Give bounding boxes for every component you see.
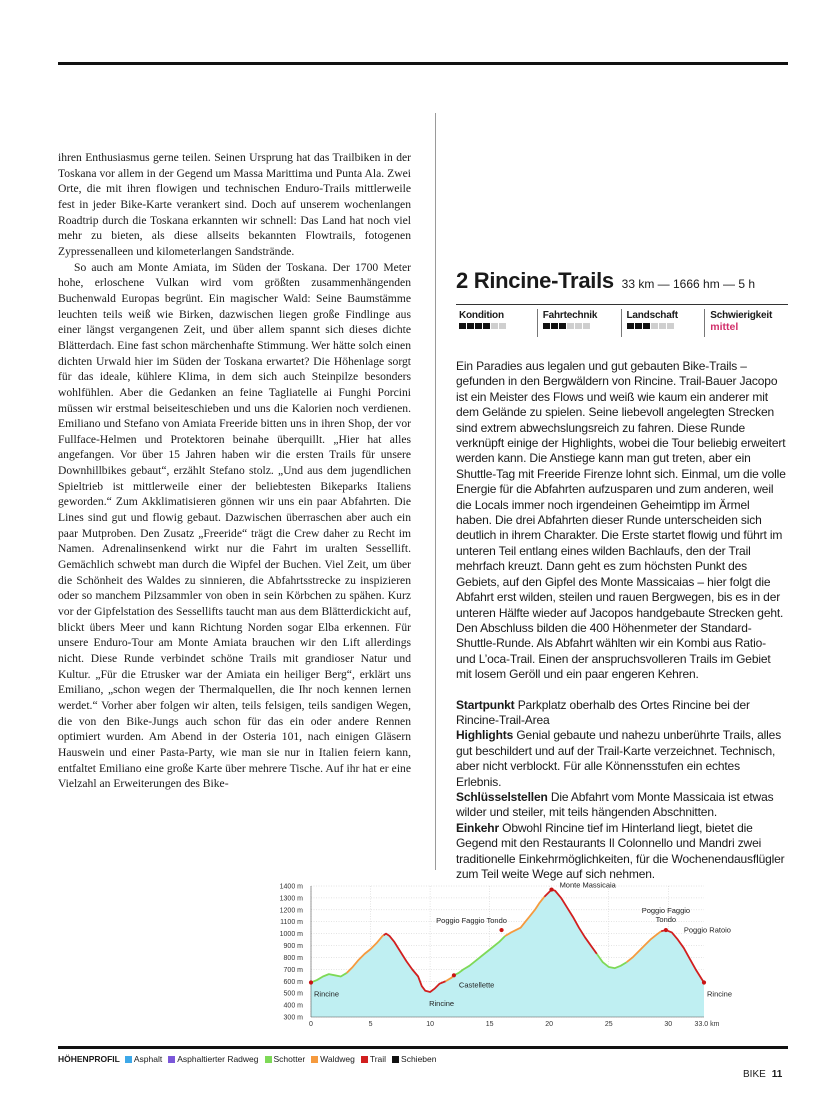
legend-title: HÖHENPROFIL [58,1054,120,1064]
fact-text: Parkplatz oberhalb des Ortes Rincine bei der Rincine-Trail-Area [456,697,750,727]
rating-fahrtechnik [537,309,621,337]
tour-description-text: Ein Paradies aus legalen und gut gebauten Bike-Trails – gefunden in den Bergwäldern von Rincine. Trail-Bauer Jacopo ist ein Meister des Flows und weiß wie kaum ein anderer mit dem Gelände zu spielen. Seine liebevoll angelegten Strecken sind extrem abwechslungsreich zu fahren. Diese Runde verknüpft einige der Highlights, wobei die Tour beliebig erweitert werden kann. Die Anstiege kann man gut treten, aber ein Shuttle-Tag mit Freeride Firenze lohnt sich. Einmal, um die volle Energie für die Abfahrten aufzusparen und zum anderen, weil die Locals immer noch irgendeinen Geheimtipp im Ärmel haben. Die drei Abfahrten dieser Runde unterscheiden sich deutlich in ihrem Charakter. Die Erste startet flowig und führt im unteren Teil entlang eines wilden Bachlaufs, den der Trail mehrfach kreuzt. Dann geht es zum höchsten Punkt des Gebiets, auf den Gipfel des Monte Massicaias – hier folgt die Abfahrt erst wilden, steilen und rauen Bergwegen, bis es in der unteren Hälfte wieder auf Jacopos handgebaute Strecken geht. Den Abschluss bilden die 400 Höhenmeter der Standard-Shuttle-Runde. Als Abfahrt wählten wir ein Kombi aus Ratio- und L’oca-Trail. Einen der anspruchsvolleren Trails im Gebiet mit losem Geröll und ein paar engeren Kehren. [456,359,786,682]
column-divider [435,113,436,870]
rating-square-empty [491,323,498,329]
waypoint-label: Rincine [429,998,455,1008]
legend-swatch [265,1056,272,1063]
tour-title-rule [456,304,788,305]
rating-square-filled [475,323,482,329]
rating-squares [459,323,537,329]
y-tick-label: 500 m [283,990,303,998]
waypoint-dot [309,980,313,984]
rating-square-empty [667,323,674,329]
difficulty-value: mittel [710,321,739,333]
fact-startpunkt [456,698,788,729]
x-tick-label: 25 [604,1021,613,1028]
waypoint-dot [702,980,706,984]
article-body-column [58,150,411,792]
legend-label: Asphalt [133,1054,163,1064]
tour-description [456,359,788,683]
x-tick-label: 5 [368,1021,373,1028]
y-tick-label: 1000 m [279,931,303,939]
top-rule [58,62,788,65]
y-tick-label: 1300 m [279,895,303,903]
fact-text: Genial gebaute und nahezu unberührte Trails, alles gut beschildert und auf der Trail-Karte verzeichnet. Technisch, aber nicht verblockt. Für alle Könnensstufen ein echtes Erlebnis. [456,728,782,789]
rating-square-filled [483,323,490,329]
fact-label: Startpunkt [456,697,515,712]
fact-label: Schlüsselstellen [456,789,548,804]
article-paragraph: So auch am Monte Amiata, im Süden der Toskana. Der 1700 Meter hohe, erloschene Vulkan wird vom größten zusammenhängenden Buchenwald Europas begrünt. Ein magischer Wald: Seine Baumstämme leuchten teils weiß wie Birken, dazwischen liegen große Findlinge aus einer längst vergangenen Zeit, und über allem spannt sich dieses dichte Blätterdach. Eine fast schon märchenhafte Stimmung. Wer hätte solch einen dichten Urwald hier im Süden der Toskana erwartet? Die Höhenlage sorgt für das ideale, kühlere Klima, in dem sich auch Steinpilze besonders wohlfühlen. Aber die Gedanken an feine Tagliatelle ai Funghi Porcini müssen wir erstmal beiseiteschieben und uns die Kalorien noch verdienen. Emiliano und Stefano von Amiata Freeride bitten uns in ihren Shop, der vor Fullface-Helmen und Protektoren beinahe überquillt. „Hier hat alles angefangen. Vor über 15 Jahren haben wir die ersten Trails für unsere Downhillbikes gebaut“, erzählt Stefano stolz. „Und aus dem jugendlichen Spieltrieb ist mittlerweile einer der beliebtesten Bikeparks Italiens geworden.“ Zum Akklimatisieren gönnen wir uns ein paar Abfahrten. Die Lines sind gut und flowig gebaut. Dazwischen überraschen aber auch ein paar Mutproben. Den Zusatz „Freeride“ trägt die Crew daher zu Recht im Namen. Adrenalinsenkend wirkt nur die Fahrt im uralten Sessellift. Gemächlich schwebt man durch die Wipfel der Buchen. Viel Zeit, um über die Schönheit des Waldes zu sinnieren, die Abfahrtsstrecke zu inspizieren oder so manchem Pilzsammler von oben in sein Körbchen zu spähen. Kurz vor der Gipfelstation des Sessellifts taucht man aus dem Blätterdickicht auf, blickt übers Meer und kann Richtung Norden sogar Elba erkennen. Für unsere Enduro-Tour am Monte Amiata brauchen wir den Lift allerdings nicht. Diese Runde verbindet schöne Trails mit grandioser Natur und Kultur. „Für die Etrusker war der Amiata ein heiliger Berg“, erklärt uns Emiliano, „schon wegen der Thermalquellen, die Ihr noch kennen lernen werdet.“ Vorher aber folgen wir alten, teils felsigen, teils sandigen Wegen, die von den Bike-Jungs auch schon für das ein oder andere Rennen optimiert wurden. Am Abend in der Osteria 101, nach einigen Gläsern Hauswein und einer Pasta-Party, wie man sie nur in Italien feiern kann, entfaltet Emiliano eine große Karte über mehrere Tische. Auf ihr hat er eine Vielzahl an Erweiterungen des Bike- [58,260,411,791]
legend-label: Asphaltierter Radweg [177,1054,259,1064]
y-tick-label: 700 m [283,966,303,974]
elevation-profile-chart [276,880,736,1030]
rating-square-filled [627,323,634,329]
waypoint-label: Rincine [707,989,733,999]
bottom-rule [58,1046,788,1049]
legend-item-radweg [168,1054,258,1064]
rating-square-empty [575,323,582,329]
legend-item-waldweg [311,1054,355,1064]
tour-ratings [456,309,788,337]
y-tick-label: 600 m [283,978,303,986]
legend-label: Schotter [273,1054,306,1064]
rating-square-filled [559,323,566,329]
rating-schwierigkeit [704,309,788,337]
fact-text: Obwohl Rincine tief im Hinterland liegt, bietet die Gegend mit den Restaurants Il Colonnello und Mandri zwei traditionelle Einkehrmöglichkeiten, für die Wochenendausflügler zum Teil weite Wege auf sich nehmen. [456,820,785,881]
x-tick-label: 0 [309,1021,313,1028]
y-tick-label: 400 m [283,1002,303,1010]
legend-swatch [392,1056,399,1063]
x-tick-label: 30 [664,1021,673,1028]
fact-label: Highlights [456,728,514,743]
waypoint-label: Poggio Ratoio [683,925,731,935]
legend-label: Trail [369,1054,387,1064]
rating-square-empty [651,323,658,329]
x-tick-label: 20 [545,1021,554,1028]
legend-swatch [311,1056,318,1063]
rating-square-filled [551,323,558,329]
legend-label: Waldweg [320,1054,355,1064]
y-tick-label: 300 m [283,1014,303,1022]
rating-square-filled [543,323,550,329]
x-end-label: 33.0 km [694,1021,720,1028]
waypoint-dot [664,928,668,932]
y-tick-label: 1100 m [280,919,303,927]
article-paragraph: ihren Enthusiasmus gerne teilen. Seinen Ursprung hat das Trailbiken in der Toskana vor allem in der Gegend um Massa Marittima und Punta Ala. Zwei Orte, die mit ihren flowigen und technischen Enduro-Trails mittlerweile fest in jeder Bike-Karte verankert sind. Doch auf unserem wochenlangen Roadtrip durch die Toskana erkannten wir schnell: Das Land hat noch viel mehr zu bieten, als diese allseits bekannten Flowtrails, fotogenen Zypressenalleen und kilometerlangen Sandstrände. [58,151,411,258]
waypoint-label: Tondo [655,915,677,925]
rating-square-filled [467,323,474,329]
y-tick-label: 900 m [283,943,303,951]
rating-landschaft [621,309,705,337]
page-footer [743,1069,782,1080]
tour-name: 2 Rincine-Trails [456,268,614,293]
waypoint-label: Rincine [314,989,340,999]
legend-swatch [361,1056,368,1063]
rating-square-empty [499,323,506,329]
rating-square-filled [635,323,642,329]
rating-squares [627,323,705,329]
rating-label: Fahrtechnik [542,310,598,321]
fact-text: Die Abfahrt vom Monte Massicaia ist etwas wilder und steiler, mit teils hängenden Abschnitten. [456,789,774,820]
y-tick-label: 1400 m [279,883,303,891]
tour-meta: 33 km — 1666 hm — 5 h [621,277,756,291]
magazine-name: BIKE [743,1069,766,1080]
waypoint-dot [549,887,553,891]
waypoint-label: Castellette [458,980,495,990]
tour-info-box [456,268,788,882]
fact-label: Einkehr [456,820,499,835]
legend-item-trail [361,1054,386,1064]
rating-square-filled [459,323,466,329]
legend-item-asphalt [125,1054,162,1064]
legend-item-schieben [392,1054,436,1064]
rating-square-empty [659,323,666,329]
rating-label: Schwierigkeit [710,310,773,321]
y-tick-label: 1200 m [279,907,303,915]
tour-facts [456,698,788,883]
legend-swatch [125,1056,132,1063]
rating-square-filled [643,323,650,329]
waypoint-label: Poggio Faggio Tondo [436,916,507,926]
legend-swatch [168,1056,175,1063]
fact-einkehr [456,821,788,883]
rating-label: Landschaft [626,310,678,321]
waypoint-dot [499,928,503,932]
rating-label: Kondition [459,310,504,321]
x-tick-label: 10 [426,1021,434,1028]
rating-squares [543,323,621,329]
y-tick-label: 800 m [283,954,303,962]
fact-schluesselstellen [456,790,788,821]
waypoint-label: Monte Massicaia [559,880,616,890]
waypoint-label: Poggio Faggio [641,906,691,916]
page-number: 11 [771,1069,783,1080]
rating-square-empty [567,323,574,329]
fact-highlights [456,728,788,790]
tour-title [456,268,788,297]
rating-square-empty [583,323,590,329]
x-tick-label: 15 [485,1021,494,1028]
waypoint-dot [452,973,456,977]
legend-label: Schieben [401,1054,437,1064]
rating-kondition [456,309,537,337]
surface-legend [58,1054,442,1064]
legend-item-schotter [265,1054,306,1064]
